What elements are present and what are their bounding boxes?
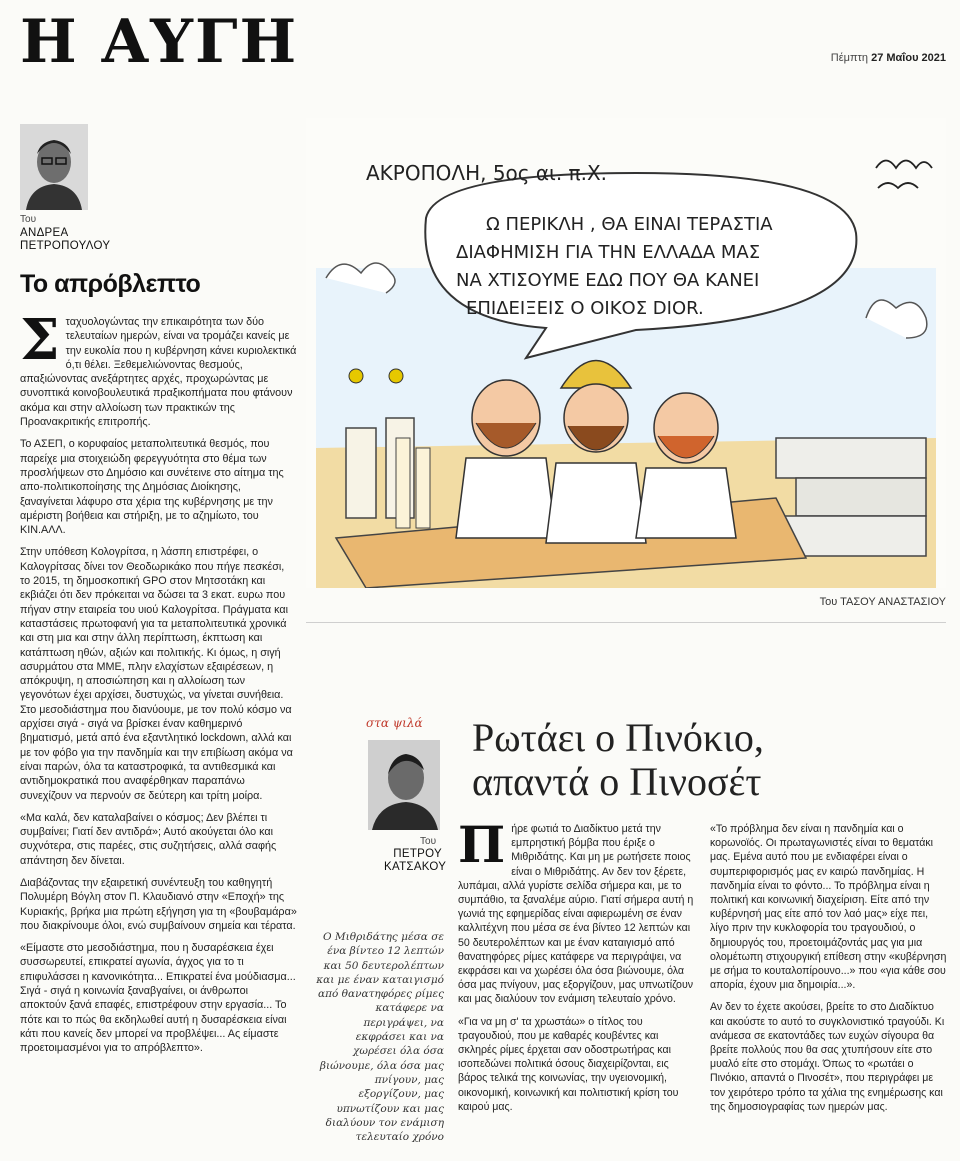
- paragraph: Το ΑΣΕΠ, ο κορυφαίος μεταπολιτευτικά θεσμός, που παρείχε μια στοιχειώδη φερεγγυότητα στο θέμα των προσλήψεων στο Δημόσιο και συνέτεινε στο αίτημα της απο-πολιτικοποίησης της Δημόσιας Διοίκησης, ξαναγίνεται λάφυρο στα χέρια της κυβέρνησης με την αμέριστη βοήθεια και στήριξη, με το αζημίωτο, του ΚΙΝ.ΑΛΛ.: [20, 438, 284, 537]
- author-portrait-icon: [368, 740, 440, 830]
- cartoon-credit-label: Του: [819, 596, 838, 608]
- cartoon-credit-name: ΤΑΣΟΥ ΑΝΑΣΤΑΣΙΟΥ: [840, 596, 946, 608]
- bubble-line: ΕΠΙΔΕΙΞΕΙΣ Ο ΟΙΚΟΣ DIOR.: [466, 298, 704, 319]
- bubble-line: ΔΙΑΦΗΜΙΣΗ ΓΙΑ ΤΗΝ ΕΛΛΑΔΑ ΜΑΣ: [456, 242, 761, 263]
- cartoon-illustration: [306, 118, 946, 588]
- article2-column-1: [458, 815, 696, 1122]
- article-body: [20, 307, 297, 1064]
- author-photo-katsakos: [368, 740, 440, 830]
- byline-label: Του: [420, 836, 437, 847]
- cartoon-credit: [820, 596, 946, 608]
- article-title: Το απρόβλεπτο: [20, 270, 201, 298]
- paragraph-text: ταχυολογώντας την επικαιρότητα των δύο τελευταίων ημερών, είναι να τρομάζει κανείς με την ευκολία που η κυβέρνηση κάνει κυριολεκτικά ό,τι θέλει. Ξεθεμελιώνοντας θεσμούς, απαξιώνοντας ανεξάρτητες αρχές, προχωρώντας με συνοπτικά κοινοβουλευτικά πραξικοπήματα που φτάνουν ακόμα και στην αλλοίωση των πρακτικών της Προανακριτικής επιτροπής.: [20, 316, 297, 429]
- section-divider: [306, 622, 946, 623]
- paragraph: [458, 815, 696, 1007]
- author-name: ΠΕΤΡΟΥ ΚΑΤΣΑΚΟΥ: [384, 848, 447, 873]
- paragraph: «Μα καλά, δεν καταλαβαίνει ο κόσμος; Δεν βλέπει τι συμβαίνει; Γιατί δεν αντιδρά»; Αυτό ακούγεται όλο και συχνότερα, στις παρέες, στις συζητήσεις, αλλά σαφής απάντηση δεν δίνεται.: [20, 811, 277, 867]
- author-name: ΑΝΔΡΕΑ ΠΕΤΡΟΠΟΥΛΟΥ: [20, 227, 111, 252]
- editorial-cartoon: [306, 118, 946, 588]
- drop-cap: Π: [458, 815, 506, 874]
- paragraph: Αν δεν το έχετε ακούσει, βρείτε το στο Διαδίκτυο και ακούστε το αυτό το συγκλονιστικό τραγούδι. Κι ανάμεσα σε εκατοντάδες των ευχών σίγουρα θα βρείτε πολλούς που θα σας χτυπήσουν είτε στο μυαλό είτε στο στομάχι. Όπως το «ρωτάει ο Πινόκιο, απαντά ο Πινοσέτ», που περιγράφει με τον χειρότερο τρόπο τα χάλια της ενημέρωσης και της δημοσιογραφίας των ημερών μας.: [710, 1001, 945, 1113]
- byline-label: Του: [20, 214, 37, 225]
- title-line: Ρωτάει ο Πινόκιο,: [472, 715, 764, 760]
- paragraph: Στην υπόθεση Κολογρίτσα, η λάσπη επιστρέφει, ο Καλογρίτσας δίνει τον Θεοδωρικάκο που πήγε πεσκέσι, το 2015, τη δημοσκοπική GPO στον Μητσοτάκη και εκβιάζει ότι δεν πρόκειται να δώσει τα 3 εκατ. ευρω που πήγαν στην εταιρεία του υιού Καλογρίτσα. Πράγματα και καταστάσεις πρωτοφανή για τα μεταπολιτευτικά χρονικά και στη μια και στην άλλη περίπτωση, έκπτωση και κατάπτωση ηθών, αξιών και πολιτικής. Κι όμως, η σιγή ασυρμάτου στα ΜΜΕ, πλην ελαχίστων εξαιρέσεων, η απόκρυψη, η αποσιώπηση και η αλλοίωση των γεγονότων έχει αρχίσει, δυστυχώς, να γίνεται συνήθεια. Στο μεσοδιάστημα που διανύουμε, με τον πολύ κόσμο να αρχίσει σιγά - σιγά να βρίσκει έναν καθημερινό βηματισμό, μετά από ένα εξαντλητικό lockdown, αλλά και με τον φόβο για την πανδημία και την επιβίωση ακόμα να είναι παρών, όλα τα καταστροφικά, τα αντιθεσμικά και αντιδημοκρατικά που αναφέρθηκαν παραπάνω συνεχίζουν να περνούν σε δεύτερη και τρίτη μοίρα.: [20, 546, 293, 802]
- issue-date-day: Πέμπτη: [830, 52, 869, 64]
- title-line: απαντά ο Πινοσέτ: [472, 759, 762, 804]
- drop-cap: Σ: [20, 307, 60, 373]
- article2-title: [472, 716, 764, 804]
- paragraph: «Είμαστε στο μεσοδιάστημα, που η δυσαρέσκεια έχει συσσωρευτεί, επικρατεί αγωνία, άγχος για το τι επιφυλάσσει η κανονικότητα... Επικρατεί ένα μούδιασμα... Σιγά - σιγά η κοινωνία ξαναβγαίνει, οι άνθρωποι αποκτούν ξανά επαφές, επιστρέφουν στην εργασία... Το πότε και το πώς θα εκδηλωθεί αυτή η δυσαρέσκεια είναι κάτι που κανείς δεν μπορεί να προβλέψει... Ας είμαστε προετοιμασμένοι για το απρόβλεπτο».: [20, 942, 296, 1055]
- paragraph: «Για να μη σ' τα χρωστάω» ο τίτλος του τραγουδιού, που με καθαρές κουβέντες και σκληρές ρίμες έρχεται σαν οδοστρωτήρας και ισοπεδώνει πολιτικά όσους διαχειρίζονται, εις βάρος τελικά της κοινωνίας, την υγειονομική, οικονομική, κοινωνική και πολιτιστική κρίση του καιρού μας.: [458, 1015, 679, 1113]
- paragraph: [20, 307, 297, 429]
- author-photo-petropoulos: [20, 124, 88, 210]
- bubble-line: ΝΑ ΧΤΙΣΟΥΜΕ ΕΔΩ ΠΟΥ ΘΑ ΚΑΝΕΙ: [456, 270, 760, 291]
- paragraph: Διαβάζοντας την εξαιρετική συνέντευξη του καθηγητή Πολυμέρη Βόγλη στον Π. Κλαυδιανό στην «Εποχή» της Κυριακής, βρήκα μια πρώτη εξήγηση για τη «βουβαμάρα» που διακρίνουμε όλοι, ενώ συμβαίνουν σημεία και τέρατα.: [20, 876, 297, 932]
- paragraph-text: ήρε φωτιά το Διαδίκτυο μετά την εμπρηστική βόμβα που έριξε ο Μιθριδάτης. Και μη με ρωτήσετε ποιος είναι ο Μιθριδάτης. Αν δεν τον ξέρετε, λυπάμαι, αλλά γυρίστε σελίδα σήμερα και, με το συμπάθιο, τα ξαναλέμε αύριο. Γιατί σήμερα αυτή η γωνιά της εφημερίδας είναι αφιερωμένη σε έναν καλλιτέχνη που μέσα σε ένα βίντεο 12 λεπτών και 50 δευτερολέπτων και με έναν καταιγισμό από θανατηφόρες ρίμες κατάφερε να περιγράψει, να εκφράσει και να χωρέσει όλα όσα βιώνουμε, όλα όσα μας πνίγουν, μας εξοργίζουν, μας υπνωτίζουν και μας διαλύουν τον ενάμιση τελευταίο χρόνο.: [458, 823, 694, 1006]
- bubble-line: Ω ΠΕΡΙΚΛΗ , ΘΑ ΕΙΝΑΙ ΤΕΡΑΣΤΙΑ: [486, 214, 773, 235]
- issue-date-rest: 27 Μαΐου 2021: [871, 52, 946, 64]
- masthead-logo: Η ΑΥΓΗ: [20, 7, 299, 77]
- cartoon-caption: ΑΚΡΟΠΟΛΗ, 5ος αι. π.Χ.: [366, 161, 607, 185]
- column-kicker: στα ψιλά: [366, 716, 423, 730]
- author-portrait-icon: [20, 124, 88, 210]
- article2-column-2: [710, 822, 948, 1122]
- paragraph: «Το πρόβλημα δεν είναι η πανδημία και ο κορωνοϊός. Οι πρωταγωνιστές είναι το θεματάκι μας. Εμένα αυτό που με ενδιαφέρει είναι ο συμπεριφορισμός μας εν καιρώ πανδημίας. Η πανδημία είναι το φόντο... Το πρόβλημα είναι η πολιτική και κοινωνική διαχείριση. Είτε από την κυβέρνησή μας είτε από τον λαό μας» είχε πει, λίγο πριν την κυκλοφορία του τραγουδιού, ο δημιουργός του, προετοιμάζοντάς μας για μια ολομέτωπη στιχουργική επίθεση στην «κυβέρνηση με σήμα το κουταλοπίρουνο...» που «για κάθε σου απορία, έχουν μια δημοιρία...».: [710, 823, 947, 992]
- pull-quote: Ο Μιθριδάτης μέσα σε ένα βίντεο 12 λεπτών και 50 δευτερολέπτων και με έναν καταιγισμό από θανατηφόρες ρίμες κατάφερε να περιγράψει, να εκφράσει και να χωρέσει όλα όσα βιώνουμε, όλα όσα μας πνίγουν, μας εξοργίζουν, μας υπνωτίζουν και μας διαλύουν τον ενάμιση τελευταίο χρόνο: [316, 931, 444, 1144]
- issue-date: [831, 52, 946, 64]
